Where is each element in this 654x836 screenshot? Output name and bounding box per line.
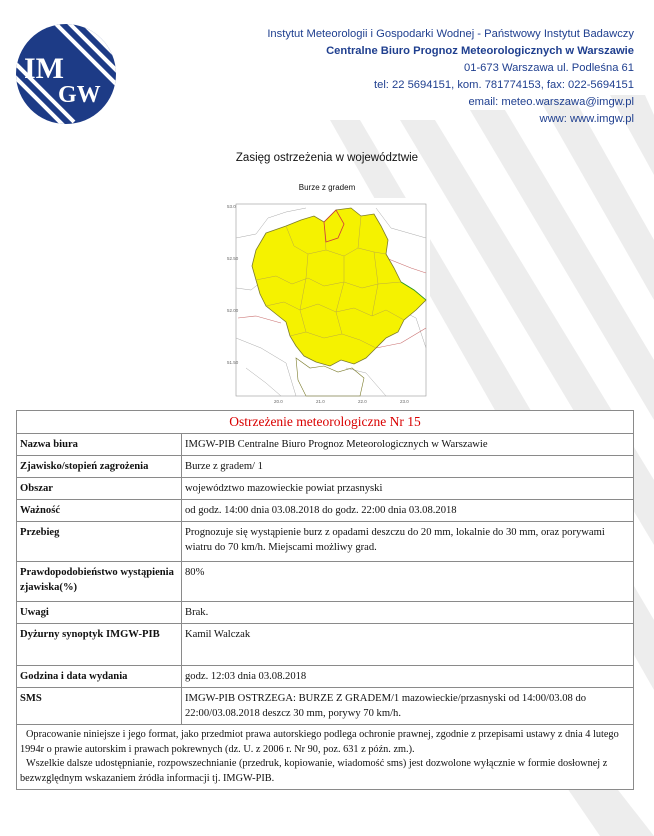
row-label-remarks: Uwagi (17, 602, 182, 624)
logo-text-top: IM (24, 52, 64, 85)
logo-text-bottom: GW (58, 82, 101, 108)
row-value-sms: IMGW-PIB OSTRZEGA: BURZE Z GRADEM/1 mazowieckie/przasnyski od 14:00/03.08 do 22:00/03.08.2018 deszcz 30 mm, porywy 70 km/h. (182, 688, 634, 725)
www-line[interactable]: www: www.imgw.pl (539, 113, 634, 125)
row-value-probability: 80% (182, 562, 634, 602)
row-label-forecaster: Dyżurny synoptyk IMGW-PIB (17, 624, 182, 666)
row-label-area: Obszar (17, 478, 182, 500)
row-label-probability: Prawdopodobieństwo wystąpienia zjawiska(%) (17, 562, 182, 602)
institute-name: Instytut Meteorologii i Gospodarki Wodnej - Państwowy Instytut Badawczy (267, 28, 634, 40)
map-tick-bottom-4: 23.0 (400, 399, 409, 404)
row-value-course: Prognozuje się wystąpienie burz z opadami deszczu do 20 mm, lokalnie do 30 mm, oraz porywami wiatru do 70 km/h. Miejscami możliwy grad. (182, 522, 634, 562)
row-value-phenomenon: Burze z gradem/ 1 (182, 456, 634, 478)
row-value-validity: od godz. 14:00 dnia 03.08.2018 do godz. 22:00 dnia 03.08.2018 (182, 500, 634, 522)
address: 01-673 Warszawa ul. Podleśna 61 (464, 62, 634, 74)
row-label-sms: SMS (17, 688, 182, 725)
row-label-phenomenon: Zjawisko/stopień zagrożenia (17, 456, 182, 478)
row-value-forecaster: Kamil Walczak (182, 624, 634, 666)
warning-map (226, 198, 430, 406)
institute-header (267, 26, 634, 128)
map-tick-left-2: 52.50 (227, 256, 239, 261)
row-value-remarks: Brak. (182, 602, 634, 624)
map-tick-bottom-1: 20.0 (274, 399, 283, 404)
map-tick-left-4: 51.50 (227, 360, 239, 365)
copyright-footer (17, 725, 634, 790)
warning-title: Ostrzeżenie meteorologiczne Nr 15 (17, 411, 634, 434)
map-title: Zasięg ostrzeżenia w województwie (235, 152, 419, 164)
imgw-logo (14, 22, 118, 126)
map-tick-left-3: 52.00 (227, 308, 239, 313)
distribution-text: Wszelkie dalsze udostępnianie, rozpowszechnianie (przedruk, kopiowanie, wiadomość sms) jest dozwolone wyłącznie w formie dosłownej z bezwzględnym wskazaniem źródła informacji tj. IMGW-PIB. (20, 758, 608, 784)
row-value-issued: godz. 12:03 dnia 03.08.2018 (182, 666, 634, 688)
phone-line: tel: 22 5694151, kom. 781774153, fax: 022-5694151 (373, 79, 634, 91)
warning-table (16, 410, 634, 790)
bureau-name: Centralne Biuro Prognoz Meteorologicznych w Warszawie (326, 45, 634, 57)
row-label-course: Przebieg (17, 522, 182, 562)
row-value-office: IMGW-PIB Centralne Biuro Prognoz Meteorologicznych w Warszawie (182, 434, 634, 456)
email-line[interactable]: email: meteo.warszawa@imgw.pl (468, 96, 634, 108)
copyright-text: Opracowanie niniejsze i jego format, jako przedmiot prawa autorskiego podlega ochronie prawnej, zgodnie z przepisami ustawy z dnia 4 lutego 1994r o prawie autorskim i prawach pokrewnych (dz. U. z 2006 r. Nr 90, poz. 631 z późn. zm.). (20, 729, 619, 755)
map-tick-bottom-2: 21.0 (316, 399, 325, 404)
row-label-validity: Ważność (17, 500, 182, 522)
map-tick-bottom-3: 22.0 (358, 399, 367, 404)
row-label-issued: Godzina i data wydania (17, 666, 182, 688)
row-value-area: województwo mazowieckie powiat przasnyski (182, 478, 634, 500)
map-tick-left-1: 53.0 (227, 204, 236, 209)
map-subtitle: Burze z gradem (298, 183, 356, 192)
row-label-office: Nazwa biura (17, 434, 182, 456)
